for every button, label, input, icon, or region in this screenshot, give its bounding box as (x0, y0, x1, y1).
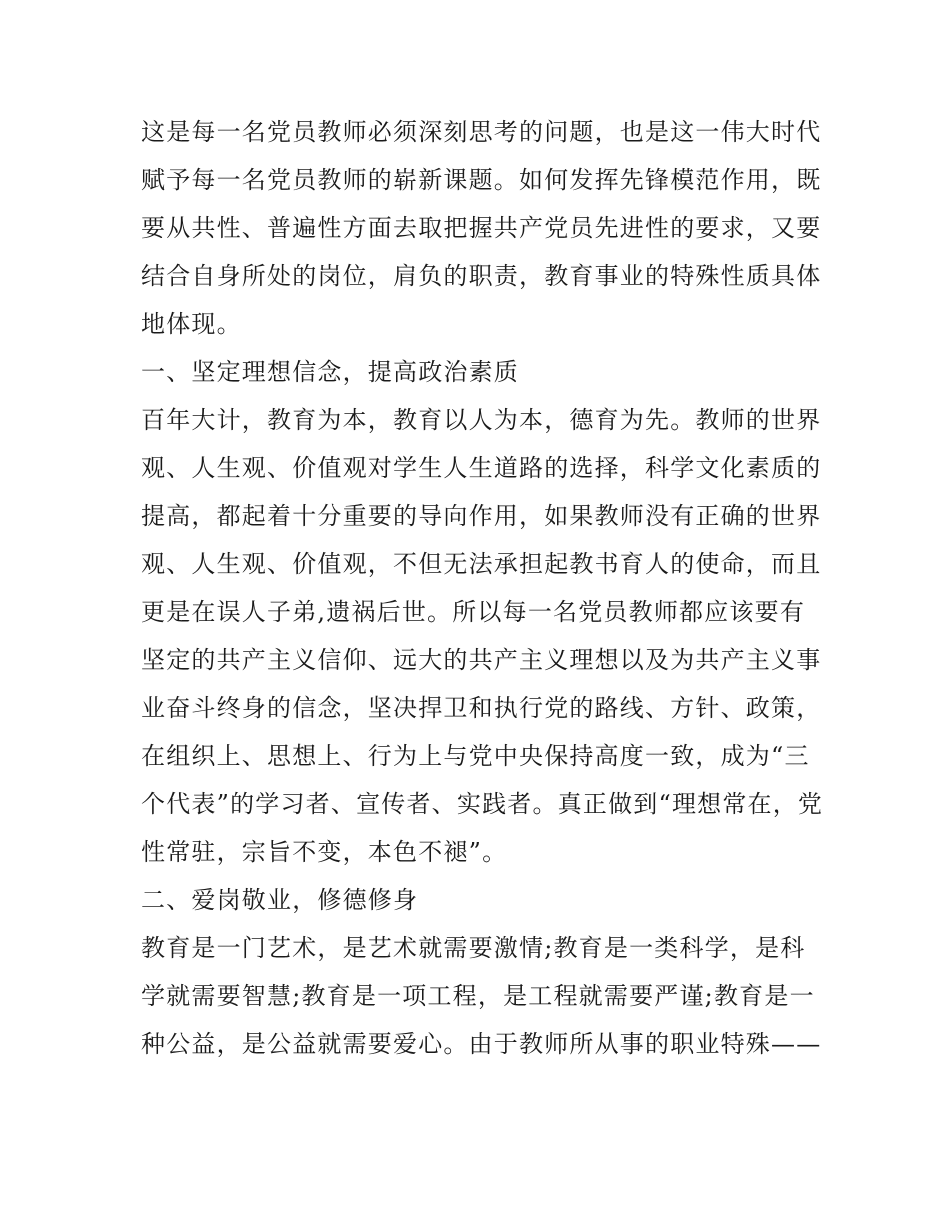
text-line: 地体现。 (141, 310, 242, 338)
section-heading-2: 二、爱岗敬业，修德修身 (141, 886, 419, 914)
text-line: 业奋斗终身的信念，坚决捍卫和执行党的路线、方针、政策， (141, 694, 822, 722)
text-line: 坚定的共产主义信仰、远大的共产主义理想以及为共产主义事 (141, 646, 822, 674)
text-line: 教育是一门艺术，是艺术就需要激情;教育是一类科学，是科 (141, 934, 806, 962)
text-line: 个代表”的学习者、宣传者、实践者。真正做到“理想常在，党 (141, 790, 824, 818)
text-line: 学就需要智慧;教育是一项工程，是工程就需要严谨;教育是一 (141, 982, 815, 1010)
text-line: 观、人生观、价值观对学生人生道路的选择，科学文化素质的 (141, 454, 822, 482)
text-line: 这是每一名党员教师必须深刻思考的问题，也是这一伟大时代 (141, 118, 822, 146)
text-line: 更是在误人子弟,遗祸后世。所以每一名党员教师都应该要有 (141, 598, 806, 626)
paragraph-ideals (141, 396, 824, 876)
text-line: 百年大计，教育为本，教育以人为本，德育为先。教师的世界 (141, 406, 822, 434)
paragraph-intro (141, 108, 821, 348)
text-line: 观、人生观、价值观，不但无法承担起教书育人的使命，而且 (141, 550, 822, 578)
text-line: 性常驻，宗旨不变，本色不褪”。 (141, 838, 508, 866)
text-line: 赋予每一名党员教师的崭新课题。如何发挥先锋模范作用，既 (141, 166, 822, 194)
paragraph-dedication (141, 924, 821, 1068)
text-line: 在组织上、思想上、行为上与党中央保持高度一致，成为“三 (141, 742, 810, 770)
text-line: 提高，都起着十分重要的导向作用，如果教师没有正确的世界 (141, 502, 822, 530)
text-line: 种公益，是公益就需要爱心。由于教师所从事的职业特殊—— (141, 1030, 822, 1058)
text-line: 要从共性、普遍性方面去取把握共产党员先进性的要求，又要 (141, 214, 822, 242)
section-heading-1: 一、坚定理想信念，提高政治素质 (141, 358, 519, 386)
text-line: 结合自身所处的岗位，肩负的职责，教育事业的特殊性质具体 (141, 262, 822, 290)
document-body (141, 108, 824, 1068)
